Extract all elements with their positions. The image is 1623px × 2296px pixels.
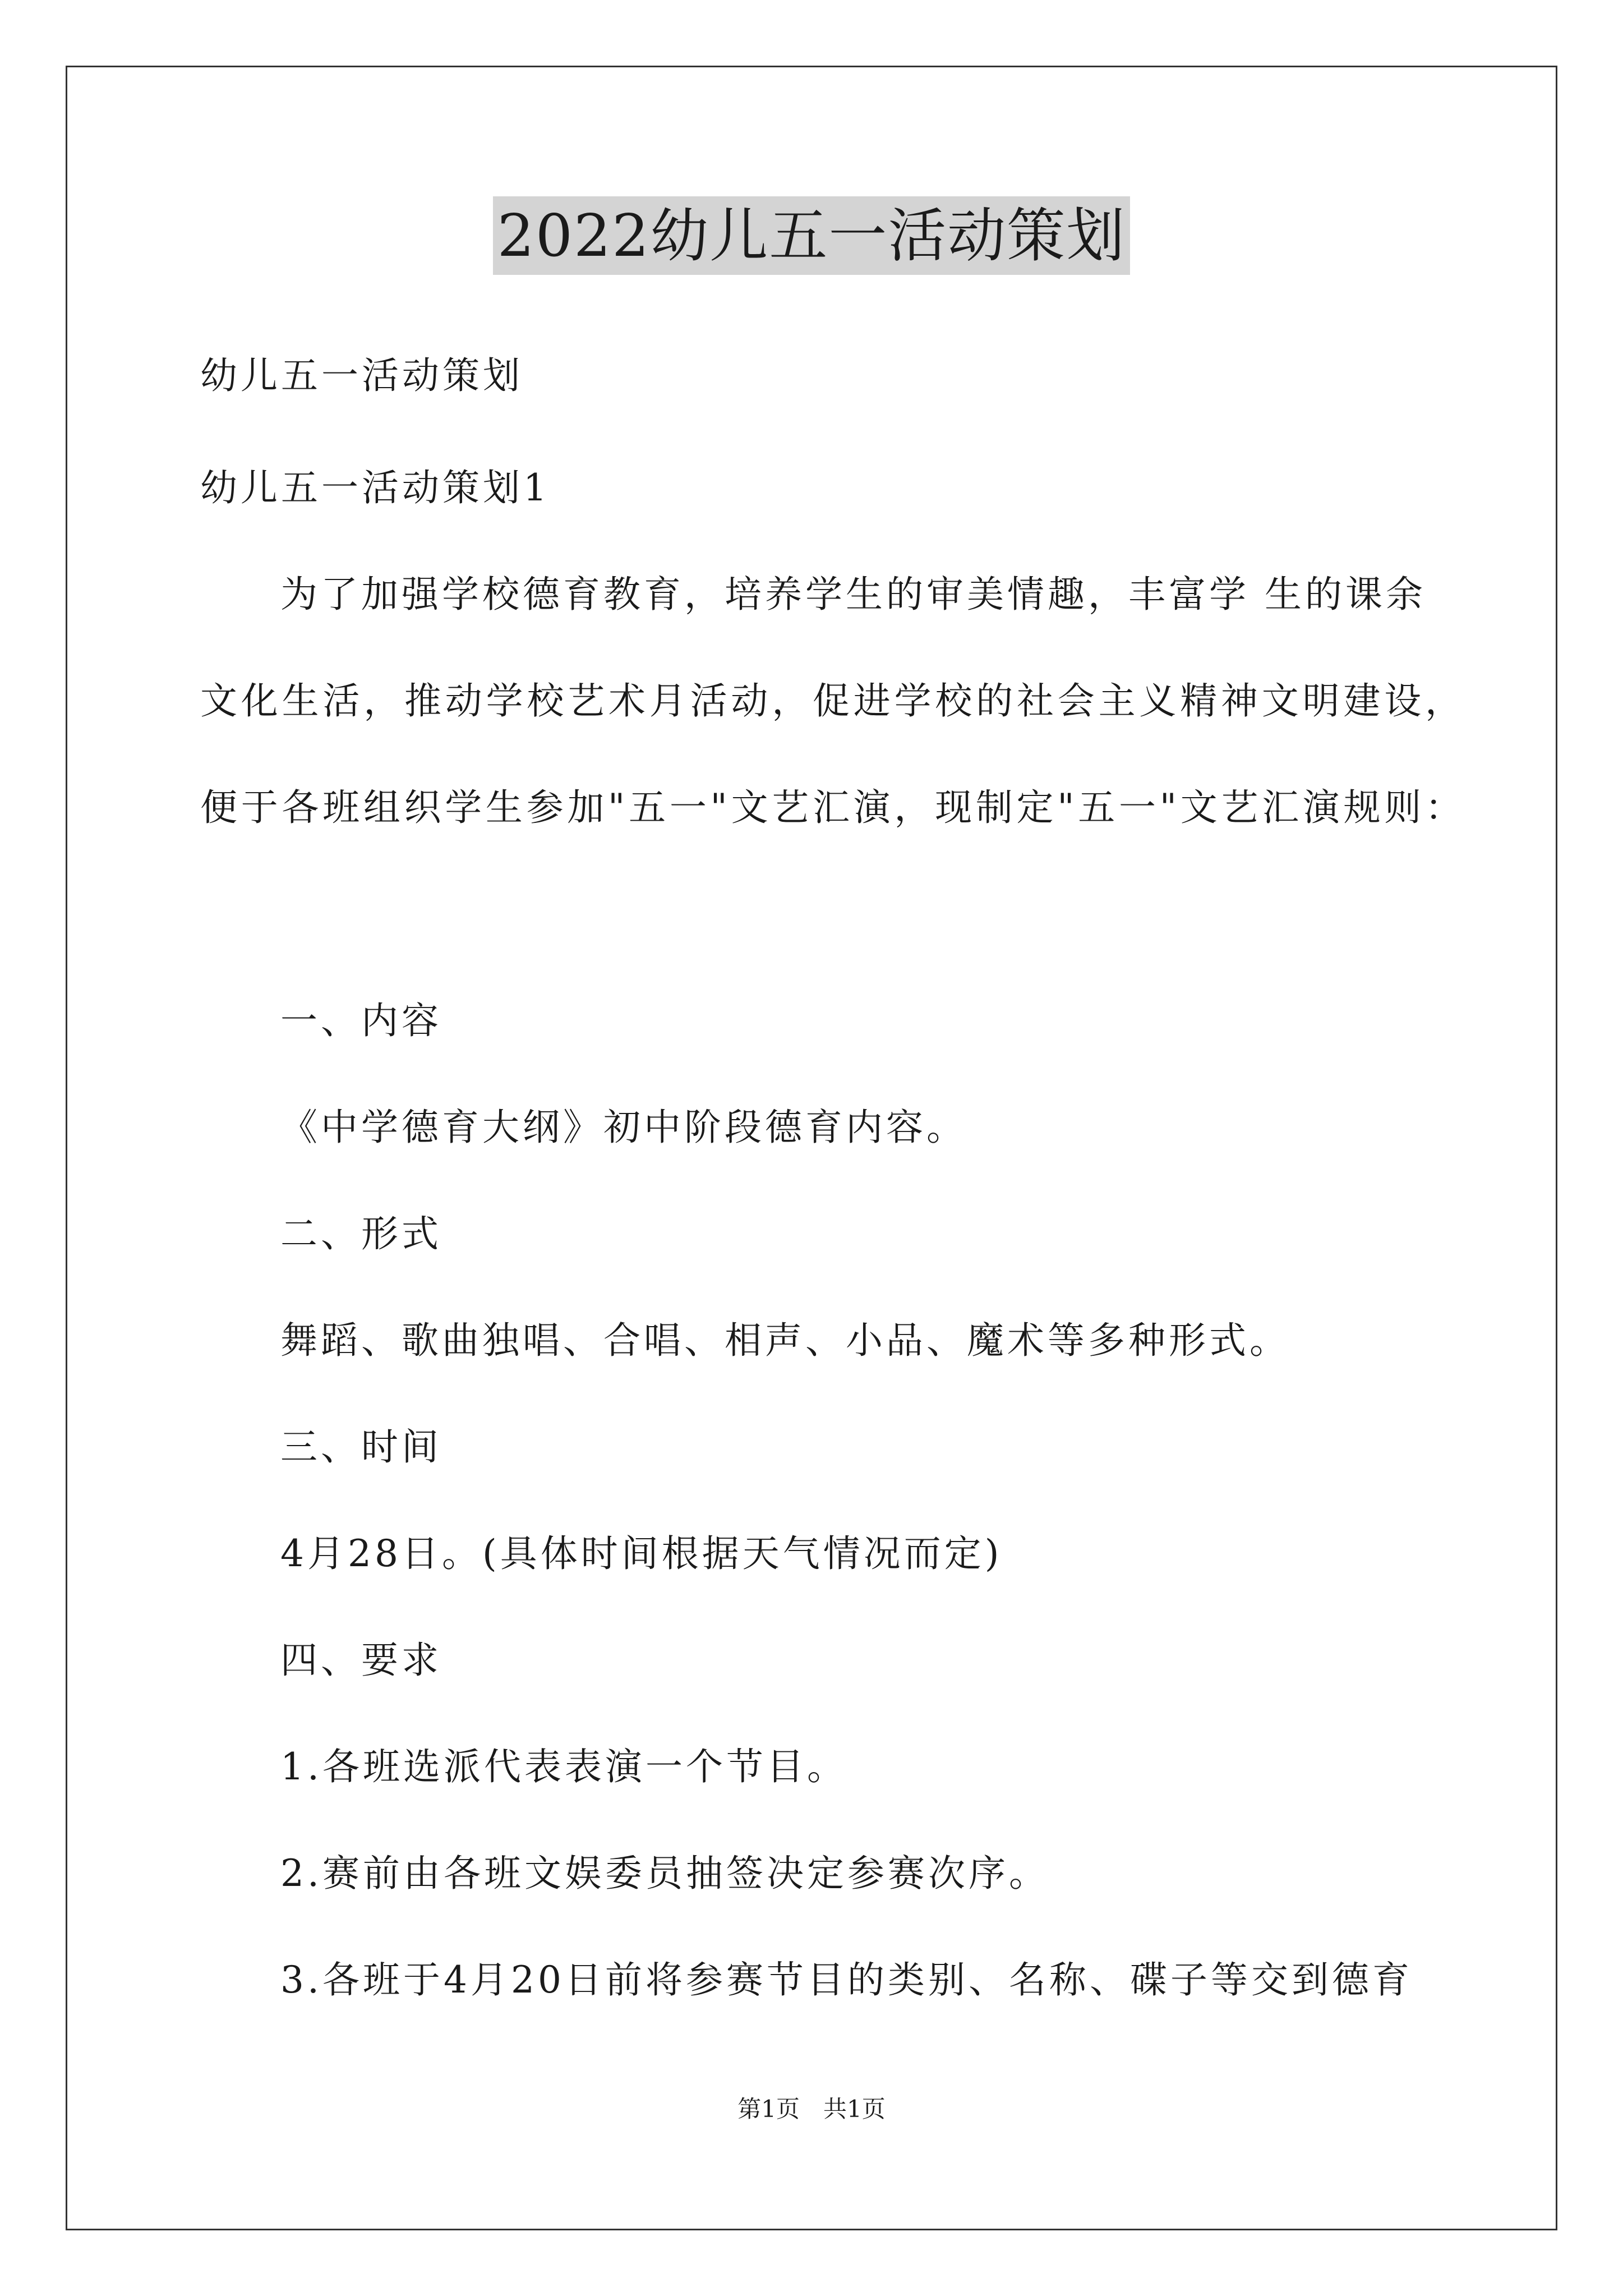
intro-line-1: 为了加强学校德育教育，培养学生的审美情趣，丰富学 生的课余 <box>280 573 1426 616</box>
form-text: 舞蹈、歌曲独唱、合唱、相声、小品、魔术等多种形式。 <box>280 1319 1290 1362</box>
heading-time: 三、时间 <box>280 1425 442 1469</box>
requirement-1: 1.各班选派代表表演一个节目。 <box>280 1745 847 1788</box>
time-text: 4月28日。(具体时间根据天气情况而定) <box>280 1532 1003 1575</box>
subtitle: 幼儿五一活动策划 <box>200 354 523 397</box>
requirement-2: 2.赛前由各班文娱委员抽签决定参赛次序。 <box>280 1852 1049 1895</box>
page-footer: 第1页 共1页 <box>737 2095 886 2123</box>
content-text: 《中学德育大纲》初中阶段德育内容。 <box>280 1106 967 1149</box>
heading-content: 一、内容 <box>280 999 442 1042</box>
requirement-3: 3.各班于4月20日前将参赛节目的类别、名称、碟子等交到德育 <box>280 1958 1413 2001</box>
intro-line-2: 文化生活，推动学校艺术月活动，促进学校的社会主义精神文明建设， <box>200 679 1462 723</box>
document-title <box>0 196 1623 275</box>
intro-line-3: 便于各班组织学生参加"五一"文艺汇演，现制定"五一"文艺汇演规则： <box>200 786 1462 829</box>
section-heading: 幼儿五一活动策划1 <box>200 466 550 509</box>
document-title-text: 2022幼儿五一活动策划 <box>493 196 1131 275</box>
heading-requirements: 四、要求 <box>280 1639 442 1682</box>
heading-form: 二、形式 <box>280 1212 442 1255</box>
